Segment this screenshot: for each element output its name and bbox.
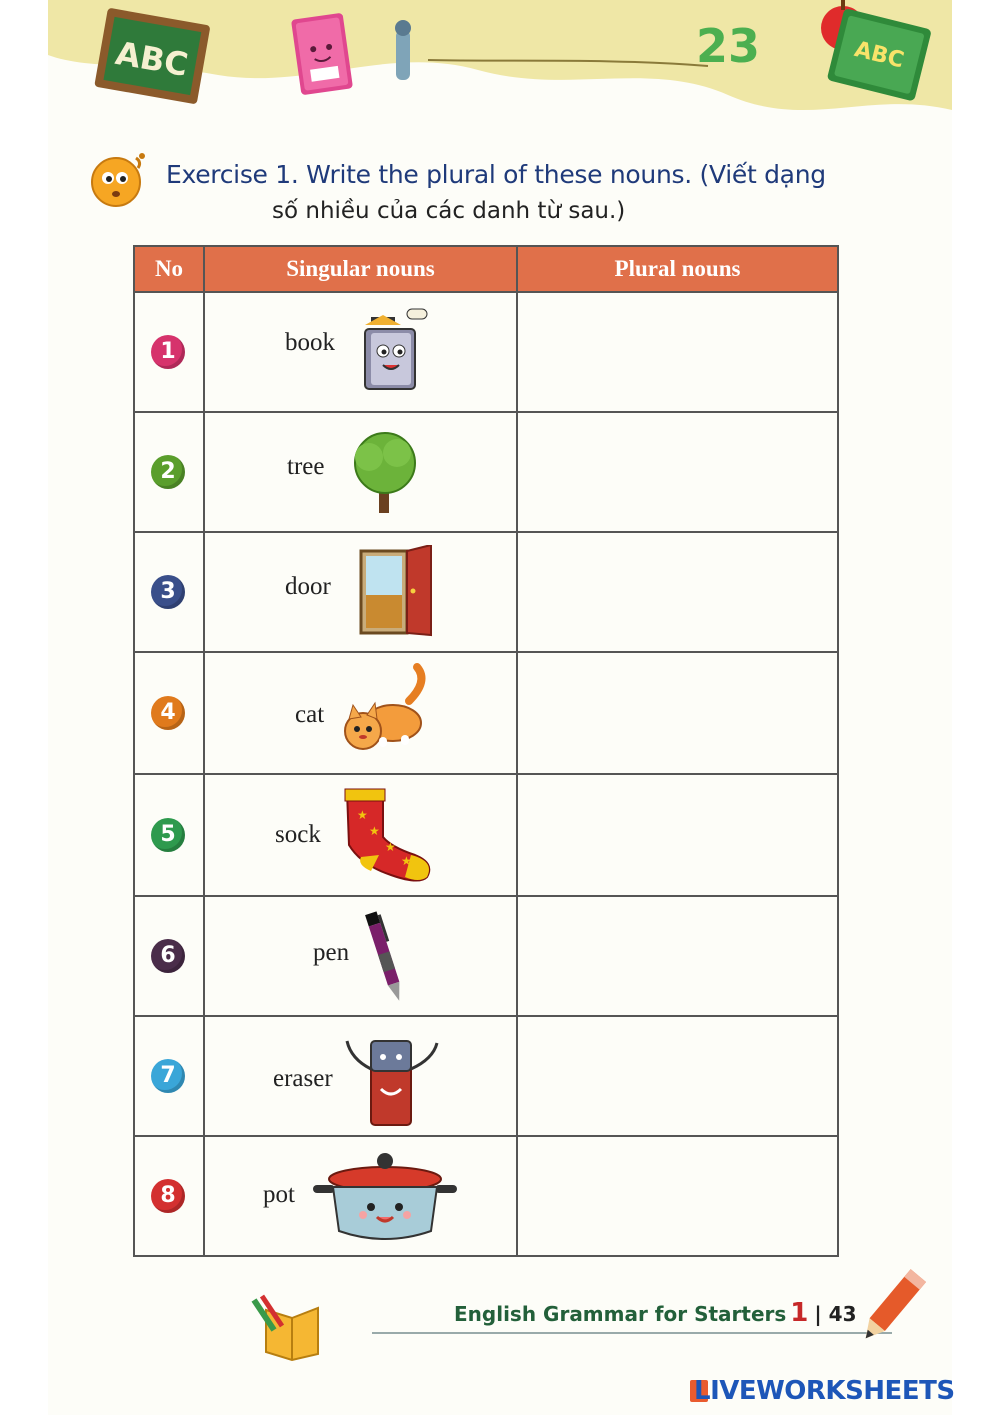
row-number-badge: 6: [151, 939, 185, 973]
plural-noun-cell: [517, 1136, 838, 1256]
table-header-row: [134, 246, 838, 292]
plural-noun-cell: [517, 1016, 838, 1136]
green-abc-book-icon: [822, 8, 938, 104]
footer-book-title: English Grammar for Starters 1 | 43: [454, 1298, 857, 1328]
svg-text:★: ★: [369, 824, 380, 838]
row-number-cell: [134, 652, 204, 774]
book-icon: [351, 303, 435, 400]
row-number-cell: [134, 1136, 204, 1256]
plural-noun-cell: [517, 896, 838, 1016]
ink-pen-icon: [388, 16, 418, 82]
plural-answer-input[interactable]: [518, 293, 837, 411]
singular-noun-cell: [204, 532, 517, 652]
cat-icon: [339, 661, 435, 766]
nouns-table: [133, 245, 839, 1257]
sock-icon: [331, 785, 441, 890]
row-number-cell: [134, 532, 204, 652]
exercise-subtitle: số nhiều của các danh từ sau.): [272, 198, 626, 224]
header-no: No: [134, 246, 204, 292]
page-number: | 43: [814, 1302, 857, 1326]
table-row: [134, 532, 838, 652]
watermark[interactable]: LIVEWORKSHEETS: [694, 1376, 955, 1406]
singular-noun-text: book: [285, 329, 335, 356]
row-number-cell: [134, 896, 204, 1016]
footer-rule: [372, 1332, 892, 1334]
table-row: [134, 292, 838, 412]
pink-book-icon: [286, 8, 358, 100]
header-plural: Plural nouns: [517, 246, 838, 292]
singular-noun-text: sock: [275, 821, 321, 848]
plural-answer-input[interactable]: [518, 775, 837, 895]
numbers-icon: [692, 2, 762, 88]
header-singular: Singular nouns: [204, 246, 517, 292]
tree-icon: [345, 427, 425, 524]
row-number-badge: 2: [151, 455, 185, 489]
plural-noun-cell: [517, 652, 838, 774]
singular-noun-cell: [204, 774, 517, 896]
svg-text:23: 23: [696, 19, 761, 73]
row-number-badge: 1: [151, 335, 185, 369]
plural-noun-cell: [517, 292, 838, 412]
row-number-badge: 7: [151, 1059, 185, 1093]
table-row: [134, 652, 838, 774]
plural-noun-cell: [517, 774, 838, 896]
pot-icon: [311, 1147, 459, 1252]
plural-noun-cell: [517, 412, 838, 532]
footer-volume: 1: [790, 1298, 809, 1328]
table-row: [134, 1136, 838, 1256]
exercise-title: Exercise 1. Write the plural of these nouns. (Viết dạng: [166, 160, 826, 189]
svg-text:★: ★: [401, 854, 412, 868]
row-number-cell: [134, 1016, 204, 1136]
singular-noun-text: cat: [295, 701, 325, 728]
singular-noun-cell: [204, 1016, 517, 1136]
svg-text:ABC: ABC: [851, 37, 907, 74]
row-number-badge: 4: [151, 696, 185, 730]
singular-noun-cell: [204, 652, 517, 774]
plural-answer-input[interactable]: [518, 1137, 837, 1255]
eraser-icon: [341, 1029, 445, 1134]
plural-answer-input[interactable]: [518, 413, 837, 531]
singular-noun-text: tree: [287, 453, 325, 480]
singular-noun-text: door: [285, 573, 331, 600]
row-number-badge: 3: [151, 575, 185, 609]
thinking-face-icon: [86, 150, 152, 210]
table-row: [134, 1016, 838, 1136]
pencil-icon: [852, 1262, 932, 1352]
plural-answer-input[interactable]: [518, 533, 837, 651]
row-number-cell: [134, 774, 204, 896]
chalkboard-icon: [90, 6, 214, 110]
singular-noun-text: pen: [313, 939, 350, 966]
table-row: [134, 412, 838, 532]
pen-icon: [365, 907, 405, 1012]
row-number-cell: [134, 292, 204, 412]
svg-text:ABC: ABC: [112, 33, 191, 85]
plural-answer-input[interactable]: [518, 897, 837, 1015]
singular-noun-cell: [204, 292, 517, 412]
table-row: [134, 896, 838, 1016]
open-book-icon: [246, 1290, 338, 1362]
row-number-badge: 8: [151, 1179, 185, 1213]
plural-noun-cell: [517, 532, 838, 652]
svg-text:★: ★: [385, 840, 396, 854]
svg-text:★: ★: [357, 808, 368, 822]
singular-noun-text: eraser: [273, 1065, 333, 1092]
row-number-badge: 5: [151, 818, 185, 852]
table-row: [134, 774, 838, 896]
singular-noun-cell: [204, 896, 517, 1016]
singular-noun-text: pot: [263, 1181, 295, 1208]
plural-answer-input[interactable]: [518, 1017, 837, 1135]
row-number-cell: [134, 412, 204, 532]
plural-answer-input[interactable]: [518, 653, 837, 773]
singular-noun-cell: [204, 1136, 517, 1256]
door-icon: [353, 545, 437, 642]
singular-noun-cell: [204, 412, 517, 532]
